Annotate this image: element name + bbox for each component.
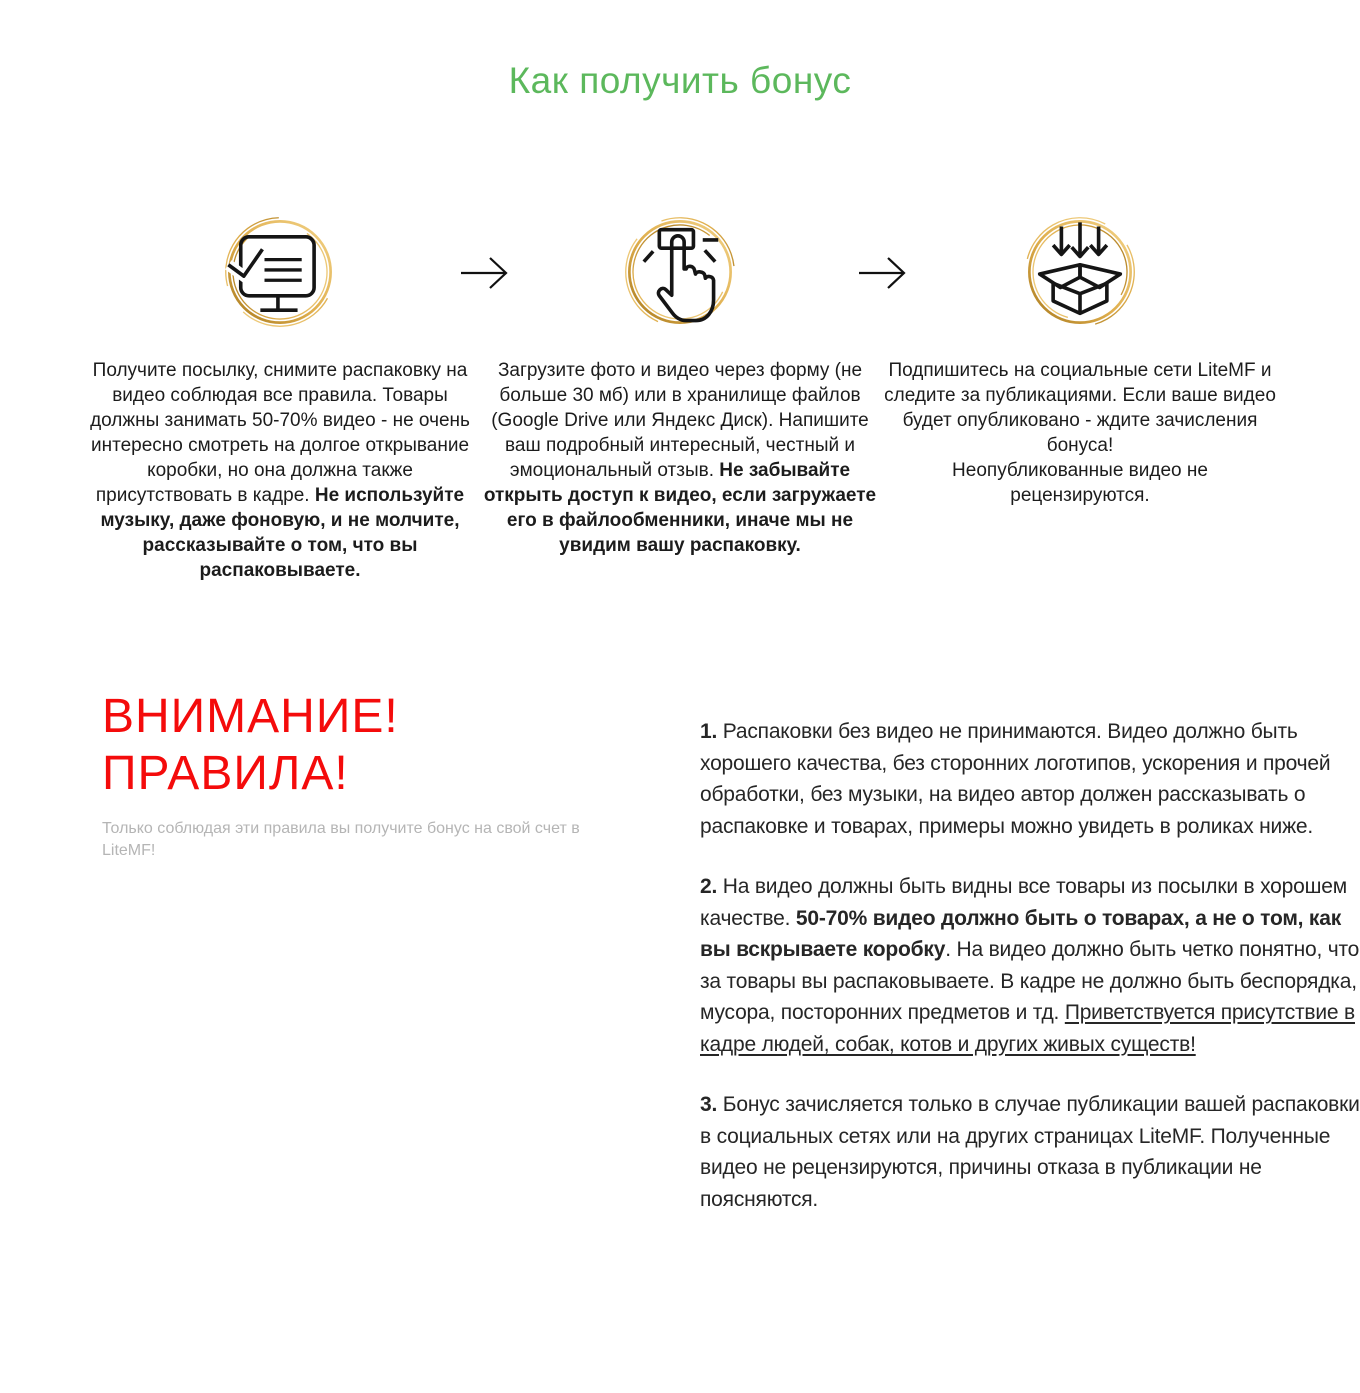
rules-heading-line1: ВНИМАНИЕ!: [102, 690, 399, 743]
step-2: [480, 210, 880, 583]
step-2-description: Загрузите фото и видео через форму (не больше 30 мб) или в хранилище файлов (Google Drive или Яндекс Диск). Напишите ваш подробный интересный, честный и эмоциональный отзыв. Не забывайте открыть доступ к видео, если загружаете его в файлообменники, иначе мы не увидим вашу распаковку.: [483, 360, 877, 556]
rule-1-text: Распаковки без видео не принимаются. Видео должно быть хорошего качества, без сторонних логотипов, ускорения и прочей обработки, без музыки, на видео автор должен рассказывать о распаковке и товарах, примеры можно увидеть в роликах ниже.: [700, 720, 1331, 838]
rules-heading-line2: ПРАВИЛА!: [102, 747, 349, 800]
page-title: Как получить бонус: [508, 60, 852, 101]
rules-section: [0, 688, 1360, 1244]
rules-heading-block: [0, 688, 602, 862]
step-1-description: Получите посылку, снимите распаковку на видео соблюдая все правила. Товары должны занимать 50-70% видео - не очень интересно смотреть на долгое открывание коробки, но она должна также присутствовать в кадре. Не используйте музыку, даже фоновую, и не молчите, рассказывайте о том, что вы распаковываете.: [90, 360, 470, 581]
step-3: [880, 210, 1280, 583]
right-arrow-icon: [857, 254, 909, 292]
right-arrow-icon: [459, 254, 511, 292]
step-1: [80, 210, 480, 583]
step-3-description: Подпишитесь на социальные сети LiteMF и следите за публикациями. Если ваше видео будет опубликовано - ждите зачисления бонуса! Неопубликованные видео не рецензируются.: [884, 360, 1276, 506]
rule-1-number: 1.: [700, 720, 718, 743]
monitor-checklist-icon: [218, 210, 342, 334]
rule-1: [700, 716, 1360, 842]
rule-2-text: На видео должны быть видны все товары из посылки в хорошем качестве. 50-70% видео должно быть о товарах, а не о том, как вы вскрываете коробку. На видео должно быть четко понятно, что за товары вы распаковываете. В кадре не должно быть беспорядка, мусора, посторонних предметов и тд. Приветствуется присутствие в кадре людей, собак, котов и других живых существ!: [700, 875, 1360, 1056]
rule-3-number: 3.: [700, 1093, 718, 1116]
open-box-arrows-icon: [1018, 210, 1142, 334]
rules-list: [700, 688, 1360, 1244]
rule-3-text: Бонус зачисляется только в случае публикации вашей распаковки в социальных сетях или на других страницах LiteMF. Полученные видео не рецензируются, причины отказа в публикации не поясняются.: [700, 1093, 1360, 1211]
steps-row: [80, 210, 1280, 583]
hand-click-icon: [618, 210, 742, 334]
rules-subtitle: Только соблюдая эти правила вы получите бонус на свой счет в LiteMF!: [102, 820, 580, 859]
rule-3: [700, 1089, 1360, 1215]
rules-heading: [102, 688, 602, 802]
rule-2-number: 2.: [700, 875, 718, 898]
rule-2: [700, 871, 1360, 1060]
